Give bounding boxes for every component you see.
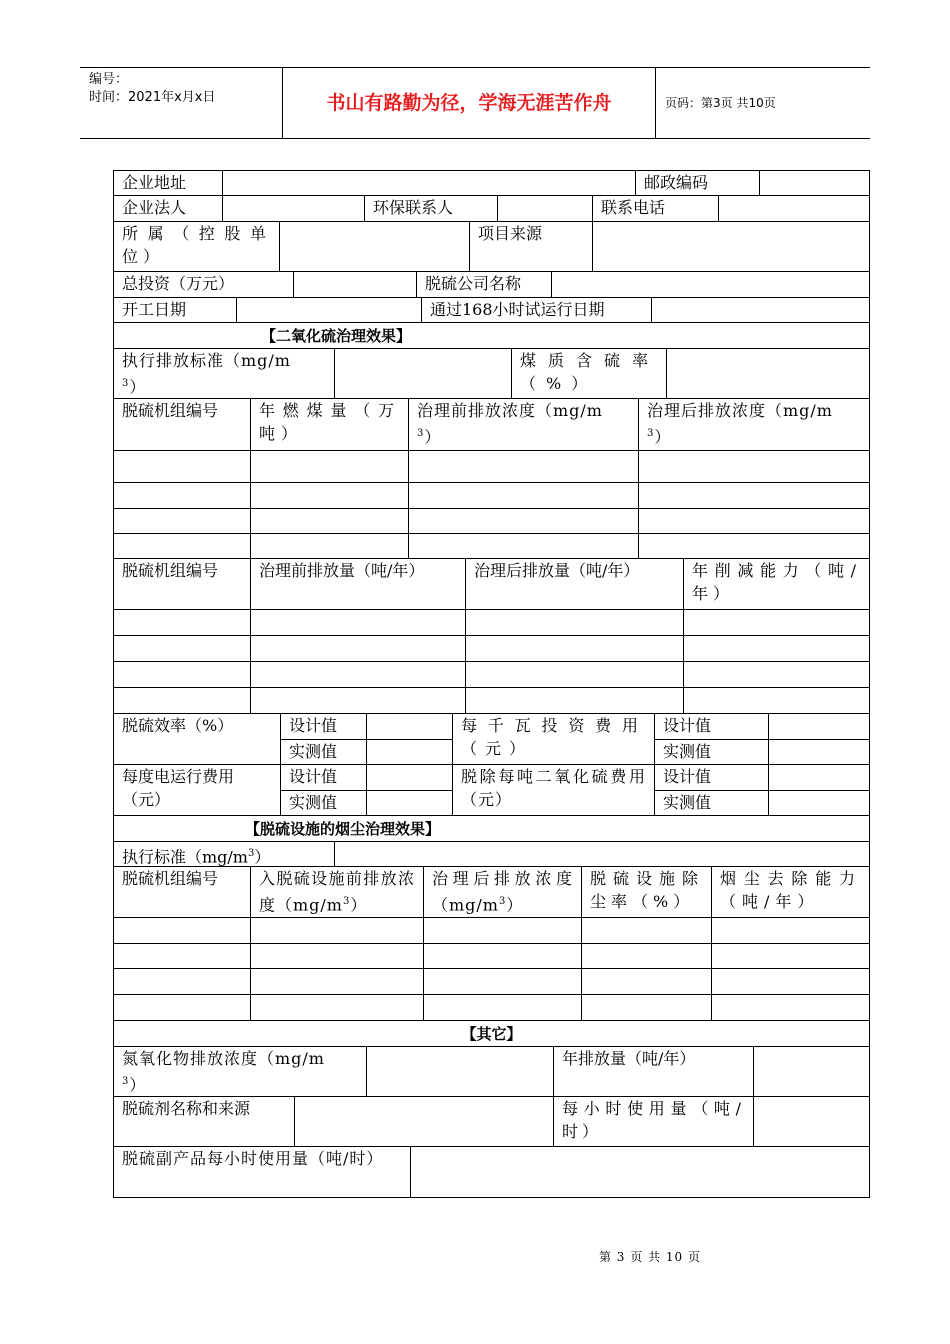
input-investment[interactable] [293,271,416,297]
header-before-amount: 治理前排放量（吨/年） [250,558,465,609]
input-kw-design[interactable] [768,713,869,739]
so2rows1-cell-r1-c3[interactable] [408,450,638,482]
so2rows2-cell-r2-c3[interactable] [465,635,683,661]
so2rows2-cell-r2-c2[interactable] [250,635,465,661]
dustrows-cell-r3-c2[interactable] [250,968,423,994]
section-title-other: 【其它】 [113,1020,869,1046]
so2rows2-cell-r1-c3[interactable] [465,609,683,635]
label-affiliation: 所属（控股单位） [113,221,279,271]
so2rows2-cell-r1-c2[interactable] [250,609,465,635]
so2rows1-cell-r4-c3[interactable] [408,533,638,558]
header-reduction: 年削减能力（吨/年） [683,558,869,609]
dustrows-cell-r4-c1[interactable] [113,994,250,1020]
label-desulfurizer: 脱硫剂名称和来源 [113,1096,294,1146]
label-kw-measured: 实测值 [654,739,768,764]
header-motto: 书山有路勤为径，学海无涯苦作舟 [283,68,656,138]
so2rows1-cell-r3-c3[interactable] [408,508,638,533]
dustrows-cell-r3-c3[interactable] [423,968,581,994]
dustrows-cell-r1-c4[interactable] [581,917,711,943]
header-page-info: 页码：第3页 共10页 [665,96,776,110]
header-after-amount: 治理后排放量（吨/年） [465,558,683,609]
header-annual-coal: 年燃煤量（万吨） [250,398,408,450]
input-kw-measured[interactable] [768,739,869,764]
dustrows-cell-r2-c5[interactable] [711,943,869,968]
dustrows-cell-r4-c3[interactable] [423,994,581,1020]
input-nox-conc[interactable] [366,1046,553,1096]
header-dust-unit-id: 脱硫机组编号 [113,866,250,917]
label-sulfur-rate: 煤质含硫率（%） [511,348,666,398]
so2rows1-cell-r3-c4[interactable] [638,508,869,533]
label-trial-date: 通过168小时试运行日期 [421,297,651,322]
dustrows-cell-r3-c4[interactable] [581,968,711,994]
input-efficiency-measured[interactable] [366,739,452,764]
so2rows1-cell-r2-c3[interactable] [408,482,638,508]
label-env-contact: 环保联系人 [364,195,497,221]
so2rows1-cell-r3-c2[interactable] [250,508,408,533]
input-project-source[interactable] [592,221,869,271]
input-company-name[interactable] [551,271,869,297]
header-removal-rate: 脱硫设施除尘率（%） [581,866,711,917]
header-removal-capacity: 烟尘去除能力（吨/年） [711,866,869,917]
so2rows1-cell-r1-c2[interactable] [250,450,408,482]
time-label: 时间：2021年x月x日 [89,90,216,105]
header-outlet-conc: 治理后排放浓度$(mg/m^3)$ [423,866,581,917]
input-ton-measured[interactable] [768,790,869,815]
label-legal-person: 企业法人 [113,195,222,221]
dustrows-cell-r2-c3[interactable] [423,943,581,968]
input-dust-standard[interactable] [334,841,869,866]
input-so2-standard[interactable] [334,348,511,398]
so2rows1-cell-r4-c2[interactable] [250,533,408,558]
page-footer: 第 3 页 共 10 页 [598,1250,702,1264]
label-hourly-usage: 每小时使用量（吨/时） [553,1096,753,1146]
so2rows2-cell-r3-c3[interactable] [465,661,683,687]
header-after-conc: 治理后排放浓度（mg/m $^3$） [638,398,869,450]
label-postcode: 邮政编码 [635,170,759,195]
table-right-border [869,170,870,1197]
section-title-so2: 【二氧化硫治理效果】 [113,322,869,348]
so2rows1-cell-r2-c4[interactable] [638,482,869,508]
input-kwh-measured[interactable] [366,790,452,815]
dustrows-cell-r2-c4[interactable] [581,943,711,968]
input-start-date[interactable] [236,297,421,322]
dustrows-cell-r1-c2[interactable] [250,917,423,943]
header-meta [80,68,283,138]
so2rows1-cell-r4-c4[interactable] [638,533,869,558]
section-title-dust: 【脱硫设施的烟尘治理效果】 [113,815,869,841]
input-efficiency-design[interactable] [366,713,452,739]
serial-number-label: 编号： [89,72,129,87]
label-so2-standard: 执行排放标准（mg/m $^3$） [113,348,334,398]
so2rows1-cell-r1-c4[interactable] [638,450,869,482]
dustrows-cell-r4-c5[interactable] [711,994,869,1020]
so2rows2-cell-r4-c3[interactable] [465,687,683,713]
header-unit-id: 脱硫机组编号 [113,398,250,450]
input-ton-design[interactable] [768,764,869,790]
input-byproduct[interactable] [410,1146,869,1197]
label-kwh-cost: 每度电运行费用（元） [113,764,280,815]
label-kw-design: 设计值 [654,713,768,739]
so2rows2-cell-r3-c2[interactable] [250,661,465,687]
label-kwh-measured: 实测值 [280,790,366,815]
input-kwh-design[interactable] [366,764,452,790]
so2rows1-cell-r1-c1[interactable] [113,450,250,482]
label-investment: 总投资（万元） [113,271,293,297]
label-project-source: 项目来源 [469,221,592,271]
input-legal-person[interactable] [222,195,364,221]
table-bottom-border [113,1197,870,1198]
label-nox-conc: 氮氧化物排放浓度（mg/m $^3$） [113,1046,366,1096]
so2rows1-cell-r4-c1[interactable] [113,533,250,558]
dustrows-cell-r2-c1[interactable] [113,943,250,968]
dustrows-cell-r3-c1[interactable] [113,968,250,994]
header-before-conc: 治理前排放浓度（mg/m $^3$） [408,398,638,450]
label-efficiency: 脱硫效率（%） [113,713,280,764]
input-address[interactable] [222,170,635,195]
so2rows2-cell-r3-c1[interactable] [113,661,250,687]
header-unit-id-2: 脱硫机组编号 [113,558,250,609]
label-annual-emission: 年排放量（吨/年） [553,1046,753,1096]
dustrows-cell-r1-c1[interactable] [113,917,250,943]
so2rows2-cell-r4-c2[interactable] [250,687,465,713]
input-affiliation[interactable] [279,221,469,271]
dustrows-cell-r4-c2[interactable] [250,994,423,1020]
input-postcode[interactable] [759,170,869,195]
label-byproduct: 脱硫副产品每小时使用量（吨/时） [113,1146,410,1197]
label-efficiency-design: 设计值 [280,713,366,739]
label-phone: 联系电话 [592,195,718,221]
label-ton-design: 设计值 [654,764,768,790]
dustrows-cell-r3-c5[interactable] [711,968,869,994]
so2rows1-cell-r3-c1[interactable] [113,508,250,533]
dustrows-cell-r2-c2[interactable] [250,943,423,968]
label-company-name: 脱硫公司名称 [416,271,551,297]
so2rows2-cell-r4-c4[interactable] [683,687,869,713]
input-trial-date[interactable] [651,297,869,322]
label-dust-standard: 执行标准$(mg/m^3)$ [113,841,334,866]
input-desulfurizer[interactable] [294,1096,553,1146]
so2rows2-cell-r2-c4[interactable] [683,635,869,661]
so2rows2-cell-r3-c4[interactable] [683,661,869,687]
so2rows2-cell-r1-c4[interactable] [683,609,869,635]
label-efficiency-measured: 实测值 [280,739,366,764]
so2rows2-cell-r4-c1[interactable] [113,687,250,713]
dustrows-cell-r1-c5[interactable] [711,917,869,943]
label-ton-cost: 脱除每吨二氧化硫费用（元） [452,764,654,815]
dustrows-cell-r4-c4[interactable] [581,994,711,1020]
input-phone[interactable] [718,195,869,221]
label-start-date: 开工日期 [113,297,236,322]
label-address: 企业地址 [113,170,222,195]
dustrows-cell-r1-c3[interactable] [423,917,581,943]
input-sulfur-rate[interactable] [666,348,869,398]
so2rows1-cell-r2-c2[interactable] [250,482,408,508]
page-header [80,67,870,139]
input-annual-emission[interactable] [753,1046,869,1096]
label-kw-cost: 每千瓦投资费用（元） [452,713,654,764]
label-kwh-design: 设计值 [280,764,366,790]
so2rows1-cell-r2-c1[interactable] [113,482,250,508]
so2rows2-cell-r2-c1[interactable] [113,635,250,661]
label-ton-measured: 实测值 [654,790,768,815]
input-hourly-usage[interactable] [753,1096,869,1146]
header-inlet-conc: 入脱硫设施前排放浓度$(mg/m^3)$ [250,866,423,917]
so2rows2-cell-r1-c1[interactable] [113,609,250,635]
input-env-contact[interactable] [497,195,592,221]
